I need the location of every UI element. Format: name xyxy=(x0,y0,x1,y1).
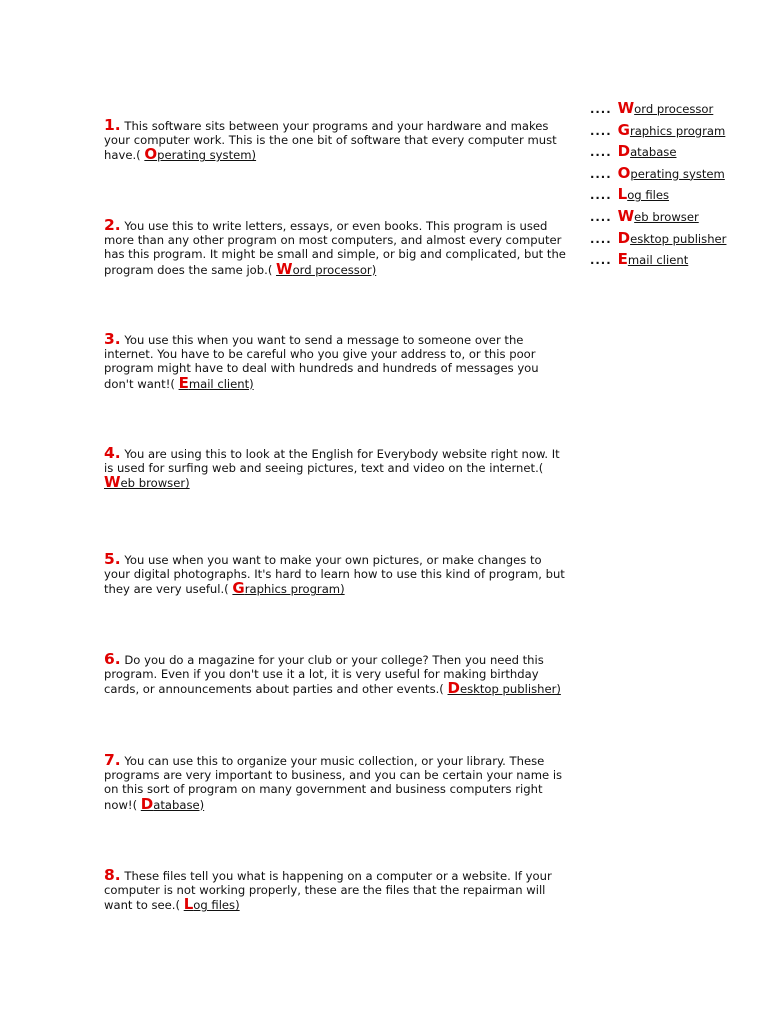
word-rest: mail client xyxy=(627,253,689,268)
word-initial: O xyxy=(617,163,631,182)
question-number: 5. xyxy=(104,550,121,568)
question-number: 6. xyxy=(104,650,121,668)
question-1 xyxy=(104,118,566,163)
word-rest: og files xyxy=(627,188,670,203)
leader-dots: .... xyxy=(590,253,612,268)
question-6 xyxy=(104,652,566,697)
question-4 xyxy=(104,446,566,491)
leader-dots: .... xyxy=(590,145,612,160)
question-number: 7. xyxy=(104,751,121,769)
answer-rest: mail client) xyxy=(188,376,254,391)
word-list xyxy=(590,98,726,271)
question-text: These files tell you what is happening on a computer or a website. If your computer is not working properly, these are the files that the repairman will want to see.( xyxy=(104,869,552,913)
answer-rest: ord processor) xyxy=(292,262,377,277)
answer-initial: D xyxy=(447,679,460,698)
word-rest: ord processor xyxy=(634,102,714,116)
word-initial: G xyxy=(617,120,630,139)
answer xyxy=(276,259,377,278)
word-rest: atabase xyxy=(630,145,677,160)
answer xyxy=(183,895,240,914)
answer-initial: G xyxy=(232,579,245,598)
question-number: 8. xyxy=(104,866,121,884)
answer-rest: og files) xyxy=(193,898,240,913)
answer-rest: perating system) xyxy=(157,148,257,163)
answer-rest: esktop publisher) xyxy=(459,682,561,697)
leader-dots: .... xyxy=(590,166,612,181)
word-initial: W xyxy=(617,206,635,225)
question-8 xyxy=(104,868,566,913)
answer-rest: eb browser) xyxy=(120,476,190,491)
word-rest: eb browser xyxy=(634,209,699,224)
answer-rest: atabase) xyxy=(153,797,205,812)
question-text: You are using this to look at the English for Everybody website right now. It is used for surfing web and seeing pictures, text and video on the internet.( xyxy=(104,447,560,476)
word-list-item xyxy=(590,228,726,250)
word-list-item xyxy=(590,163,726,185)
question-text: You use this to write letters, essays, or even books. This program is used more than any other program on most computers, and almost every computer has this program. It might be small and simple, or big and complicated, but the program does the same job.( xyxy=(104,219,566,277)
leader-dots: .... xyxy=(590,123,612,138)
answer xyxy=(232,579,345,598)
word-rest: perating system xyxy=(630,166,725,181)
leader-dots: .... xyxy=(590,102,612,116)
word-list-item xyxy=(590,98,726,120)
word-initial: W xyxy=(617,99,635,117)
question-number: 3. xyxy=(104,330,121,348)
word-initial: E xyxy=(617,250,628,269)
question-text: Do you do a magazine for your club or your college? Then you need this program. Even if you don't use it a lot, it is very useful for making birthday cards, or announcements about parties and other events.( xyxy=(104,653,544,697)
answer-initial: L xyxy=(183,895,194,914)
answer-initial: W xyxy=(276,259,293,278)
word-rest: raphics program xyxy=(629,123,726,138)
answer xyxy=(104,473,190,492)
answer xyxy=(140,794,205,813)
word-list-item xyxy=(590,206,726,228)
leader-dots: .... xyxy=(590,231,612,246)
question-7 xyxy=(104,753,566,812)
leader-dots: .... xyxy=(590,188,612,203)
question-3 xyxy=(104,332,566,391)
word-list-item xyxy=(590,184,726,206)
word-initial: L xyxy=(617,185,628,204)
word-rest: esktop publisher xyxy=(630,231,727,246)
answer-initial: D xyxy=(140,794,154,813)
question-text: You can use this to organize your music collection, or your library. These programs are very important to business, and you can be certain your name is on this sort of program on many government and business computers right now!( xyxy=(104,754,563,812)
question-5 xyxy=(104,552,566,597)
question-number: 2. xyxy=(104,216,121,234)
question-number: 1. xyxy=(104,116,121,134)
word-list-item xyxy=(590,120,726,142)
question-text: You use this when you want to send a message to someone over the internet. You have to be careful who you give your address to, or this poor program might have to deal with hundreds and hundreds of messages you don't want!( xyxy=(104,333,539,391)
answer xyxy=(144,145,257,164)
word-list-item xyxy=(590,249,726,271)
word-list-item xyxy=(590,141,726,163)
question-text: You use when you want to make your own pictures, or make changes to your digital photographs. It's hard to learn how to use this kind of program, but they are very useful.( xyxy=(104,553,565,597)
question-2 xyxy=(104,218,566,277)
answer xyxy=(178,373,254,392)
question-number: 4. xyxy=(104,444,121,462)
answer-initial: W xyxy=(104,473,121,492)
leader-dots: .... xyxy=(590,209,612,224)
answer-initial: E xyxy=(178,373,189,392)
answer-rest: raphics program) xyxy=(244,582,345,597)
word-initial: D xyxy=(617,228,631,247)
question-text: This software sits between your programs and your hardware and makes your computer work. This is the one bit of software that every computer must have.( xyxy=(104,119,557,163)
answer-initial: O xyxy=(144,145,158,164)
answer xyxy=(447,679,561,698)
word-initial: D xyxy=(617,142,631,161)
